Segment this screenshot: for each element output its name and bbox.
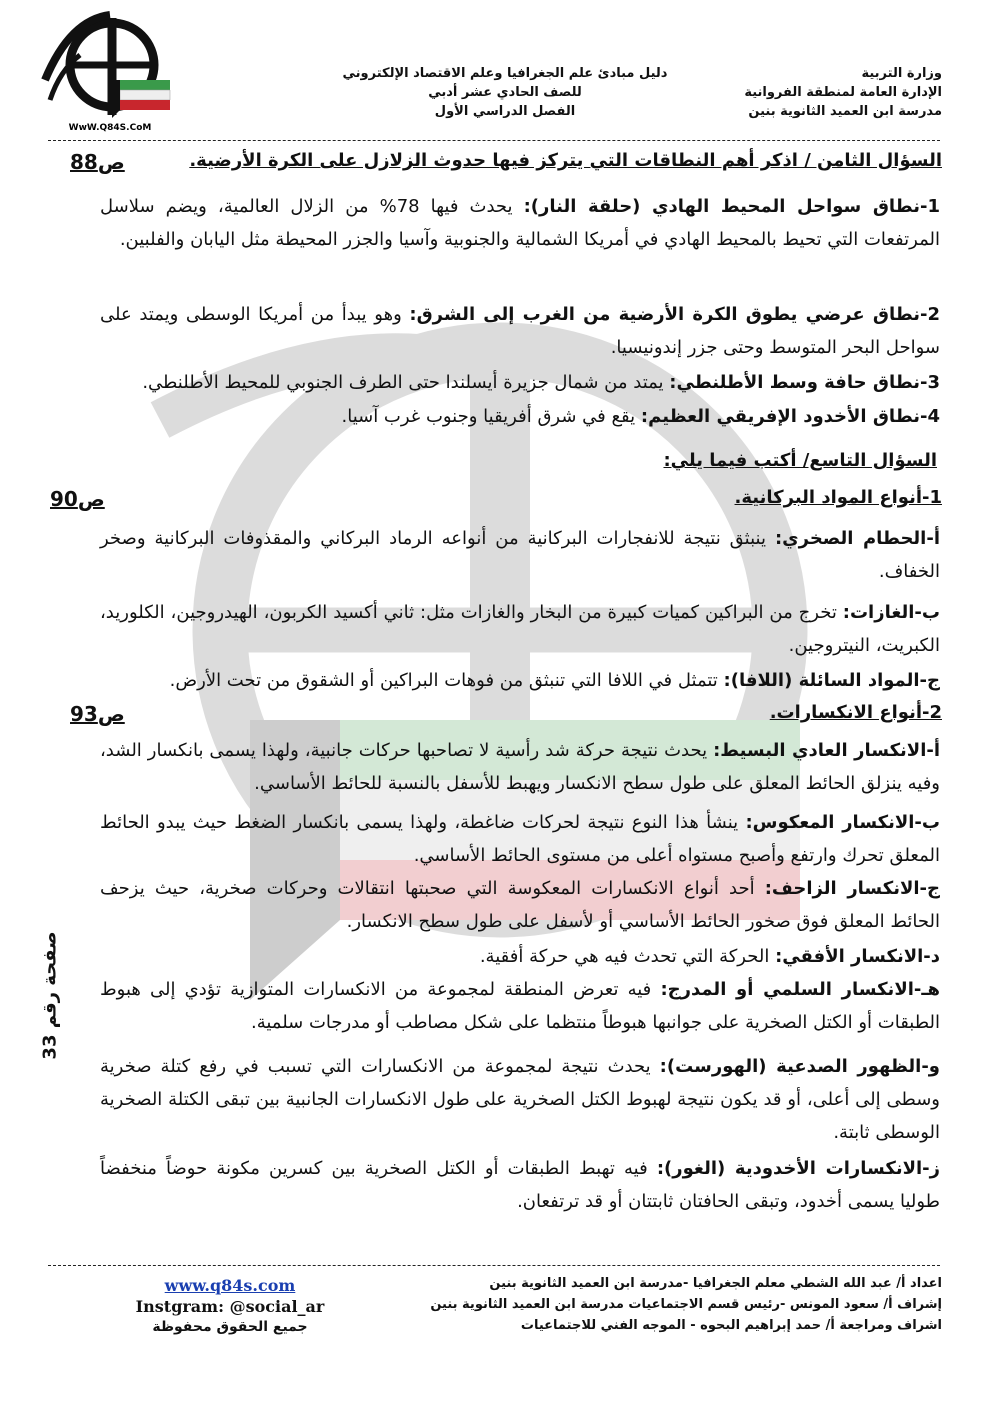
item-label: ج-الانكسار الزاحف: bbox=[764, 878, 940, 899]
item-text: تخرج من البراكين كميات كبيرة من البخار والغازات مثل: ثاني أكسيد الكربون، الهيدروجين، الكلوريد، الكبريت، النيتروجين. bbox=[100, 602, 940, 656]
q9-s2-item bbox=[100, 1050, 940, 1149]
q9-s1-item bbox=[100, 664, 940, 697]
q9-s2-item bbox=[100, 940, 940, 973]
footer-line: إشراف أ/ سعود المونس -رئيس قسم الاجتماعيات مدرسة ابن العميد الثانوية بنين bbox=[430, 1297, 942, 1312]
item-label: ب-الغازات: bbox=[842, 602, 940, 623]
header-line: الإدارة العامة لمنطقة الفروانية bbox=[744, 85, 942, 100]
q9-s2-item bbox=[100, 734, 940, 800]
item-text: يقع في شرق أفريقيا وجنوب غرب آسيا. bbox=[341, 406, 641, 427]
q9-s1-page-ref: ص90 bbox=[50, 487, 105, 511]
logo-icon bbox=[40, 10, 180, 135]
item-label: أ-الانكسار العادي البسيط: bbox=[713, 740, 941, 761]
q9-s1-title: 1-أنواع المواد البركانية. bbox=[734, 487, 942, 508]
footer-instagram: Instgram: @social_ar bbox=[135, 1297, 325, 1316]
item-text: ينشأ هذا النوع نتيجة لحركات ضاغطة، ولهذا يسمى بانكسار الضغط حيث يبدو الحائط المعلق تحرك وارتفع وأصبح مستواه أعلى من مستوى الحائط الأساسي. bbox=[100, 812, 940, 866]
item-text: فيه تهبط الطبقات أو الكتل الصخرية بين كسرين مكونة حوضاً منخفضاً طوليا يسمى أخدود، وتبقى الحافتان ثابتتان أو قد ترتفعان. bbox=[100, 1158, 940, 1212]
item-text: يحدث نتيجة لمجموعة من الانكسارات التي تسبب في رفع كتلة صخرية وسطى إلى أعلى، أو قد يكون نتيجة لهبوط الكتل الصخرية على طول الانكسارات الجانبية بين تبقى الكتلة الصخرية الوسطى ثابتة. bbox=[100, 1056, 940, 1143]
q9-title: السؤال التاسع/ أكتب فيما يلي: bbox=[663, 450, 937, 471]
q8-item bbox=[100, 298, 940, 364]
footer-rights: جميع الحقوق محفوظة bbox=[152, 1319, 308, 1335]
header-line: مدرسة ابن العميد الثانوية بنين bbox=[748, 104, 942, 119]
item-label: 1-نطاق سواحل المحيط الهادي (حلقة النار): bbox=[523, 196, 940, 217]
q9-s1-item bbox=[100, 596, 940, 662]
q9-heading bbox=[663, 450, 937, 471]
item-text: يحدث نتيجة حركة شد رأسية لا تصاحبها حركات جانبية، ولهذا يسمى بانكسار الشد، وفيه ينزلق الحائط المعلق على طول سطح الانكسار ويهبط للأسفل بالنسبة للحائط الأساسي. bbox=[100, 740, 940, 794]
q9-s2-item bbox=[100, 1152, 940, 1218]
header-divider bbox=[48, 140, 940, 141]
footer-line: اشراف ومراجعة أ/ حمد إبراهيم البحوه - الموجه الفني للاجتماعيات bbox=[520, 1318, 942, 1333]
q9-s2-item bbox=[100, 806, 940, 872]
q8-page-ref: ص88 bbox=[70, 150, 125, 174]
header-line: دليل مبادئ علم الجغرافيا وعلم الاقتصاد الإلكتروني bbox=[342, 66, 668, 81]
item-text: وهو يبدأ من أمريكا الوسطى ويمتد على سواحل البحر المتوسط وحتى جزر إندونيسيا. bbox=[100, 304, 940, 358]
item-label: و-الظهور الصدعية (الهورست): bbox=[659, 1056, 940, 1077]
item-text: يمتد من شمال جزيرة أيسلندا حتى الطرف الجنوبي للمحيط الأطلنطي. bbox=[142, 372, 670, 393]
footer-line: اعداد أ/ عبد الله الشطي معلم الجغرافيا -مدرسة ابن العميد الثانوية بنين bbox=[489, 1276, 942, 1291]
item-text: الحركة التي تحدث فيه هي حركة أفقية. bbox=[479, 946, 776, 967]
item-text: فيه تعرض المنطقة لمجموعة من الانكسارات المتوازية تؤدي إلى هبوط الطبقات أو الكتل الصخرية على جوانبها هبوطاً منتظما على شكل مصاطب أو مدرجات سلمية. bbox=[100, 979, 940, 1033]
footer-credits bbox=[342, 1273, 942, 1336]
item-label: ج-المواد السائلة (اللافا): bbox=[723, 670, 940, 691]
q9-s2-heading bbox=[50, 702, 942, 734]
q8-item bbox=[100, 366, 940, 399]
logo-site-text: WwW.Q84S.CoM bbox=[68, 123, 152, 133]
item-label: د-الانكسار الأفقي: bbox=[775, 946, 940, 967]
footer-divider bbox=[48, 1265, 940, 1266]
header-line: الفصل الدراسي الأول bbox=[434, 104, 576, 119]
q9-s1-item bbox=[100, 522, 940, 588]
item-text: تتمثل في اللافا التي تنبثق من فوهات البراكين أو الشقوق من تحت الأرض. bbox=[169, 670, 724, 691]
q9-s2-item bbox=[100, 973, 940, 1039]
q9-s2-page-ref: ص93 bbox=[70, 702, 125, 726]
item-text: يحدث فيها 78% من الزلال العالمية، ويضم سلاسل المرتفعات التي تحيط بالمحيط الهادي في أمريكا الشمالية والجنوبية وآسيا والجزر المحيطة مثل اليابان والفلبين. bbox=[100, 196, 940, 250]
q8-item bbox=[100, 400, 940, 433]
item-label: ب-الانكسار المعكوس: bbox=[745, 812, 940, 833]
item-text: أحد أنواع الانكسارات المعكوسة التي صحبتها انتقالات وحركات صخرية، حيث يزحف الحائط المعلق فوق صخور الحائط الأساسي أو لأسفل على طول سطح الانكسار. bbox=[100, 878, 940, 932]
side-page-number-box bbox=[30, 930, 70, 1080]
q9-s2-title: 2-أنواع الانكسارات. bbox=[769, 702, 942, 723]
footer-contact bbox=[110, 1275, 350, 1338]
footer-site-link[interactable]: www.q84s.com bbox=[164, 1276, 296, 1295]
item-text: ينبثق نتيجة للانفجارات البركانية من أنواعه الرماد البركاني والمقذوفات البركانية وصخر الخفاف. bbox=[100, 528, 940, 582]
q8-heading bbox=[50, 150, 942, 182]
item-label: 3-نطاق حافة وسط الأطلنطي: bbox=[669, 372, 940, 393]
item-label: 2-نطاق عرضي يطوق الكرة الأرضية من الغرب إلى الشرق: bbox=[409, 304, 940, 325]
side-page-number: صفحة رقم 33 bbox=[39, 931, 61, 1060]
item-label: أ-الحطام الصخري: bbox=[774, 528, 940, 549]
q8-item bbox=[100, 190, 940, 256]
q8-title: السؤال الثامن / اذكر أهم النطاقات التي يتركز فيها حدوث الزلازل على الكرة الأرضية. bbox=[189, 150, 942, 171]
header-line: وزارة التربية bbox=[861, 66, 942, 81]
header-course bbox=[300, 64, 710, 121]
item-label: ز-الانكسارات الأخدودية (الغور): bbox=[656, 1158, 940, 1179]
item-label: هـ-الانكسار السلمي أو المدرج: bbox=[660, 979, 940, 1000]
q9-s2-item bbox=[100, 872, 940, 938]
item-label: 4-نطاق الأخدود الإفريقي العظيم: bbox=[640, 406, 940, 427]
header-line: للصف الحادي عشر أدبي bbox=[428, 85, 582, 100]
q9-s1-heading bbox=[50, 487, 942, 519]
header-institution bbox=[682, 64, 942, 121]
